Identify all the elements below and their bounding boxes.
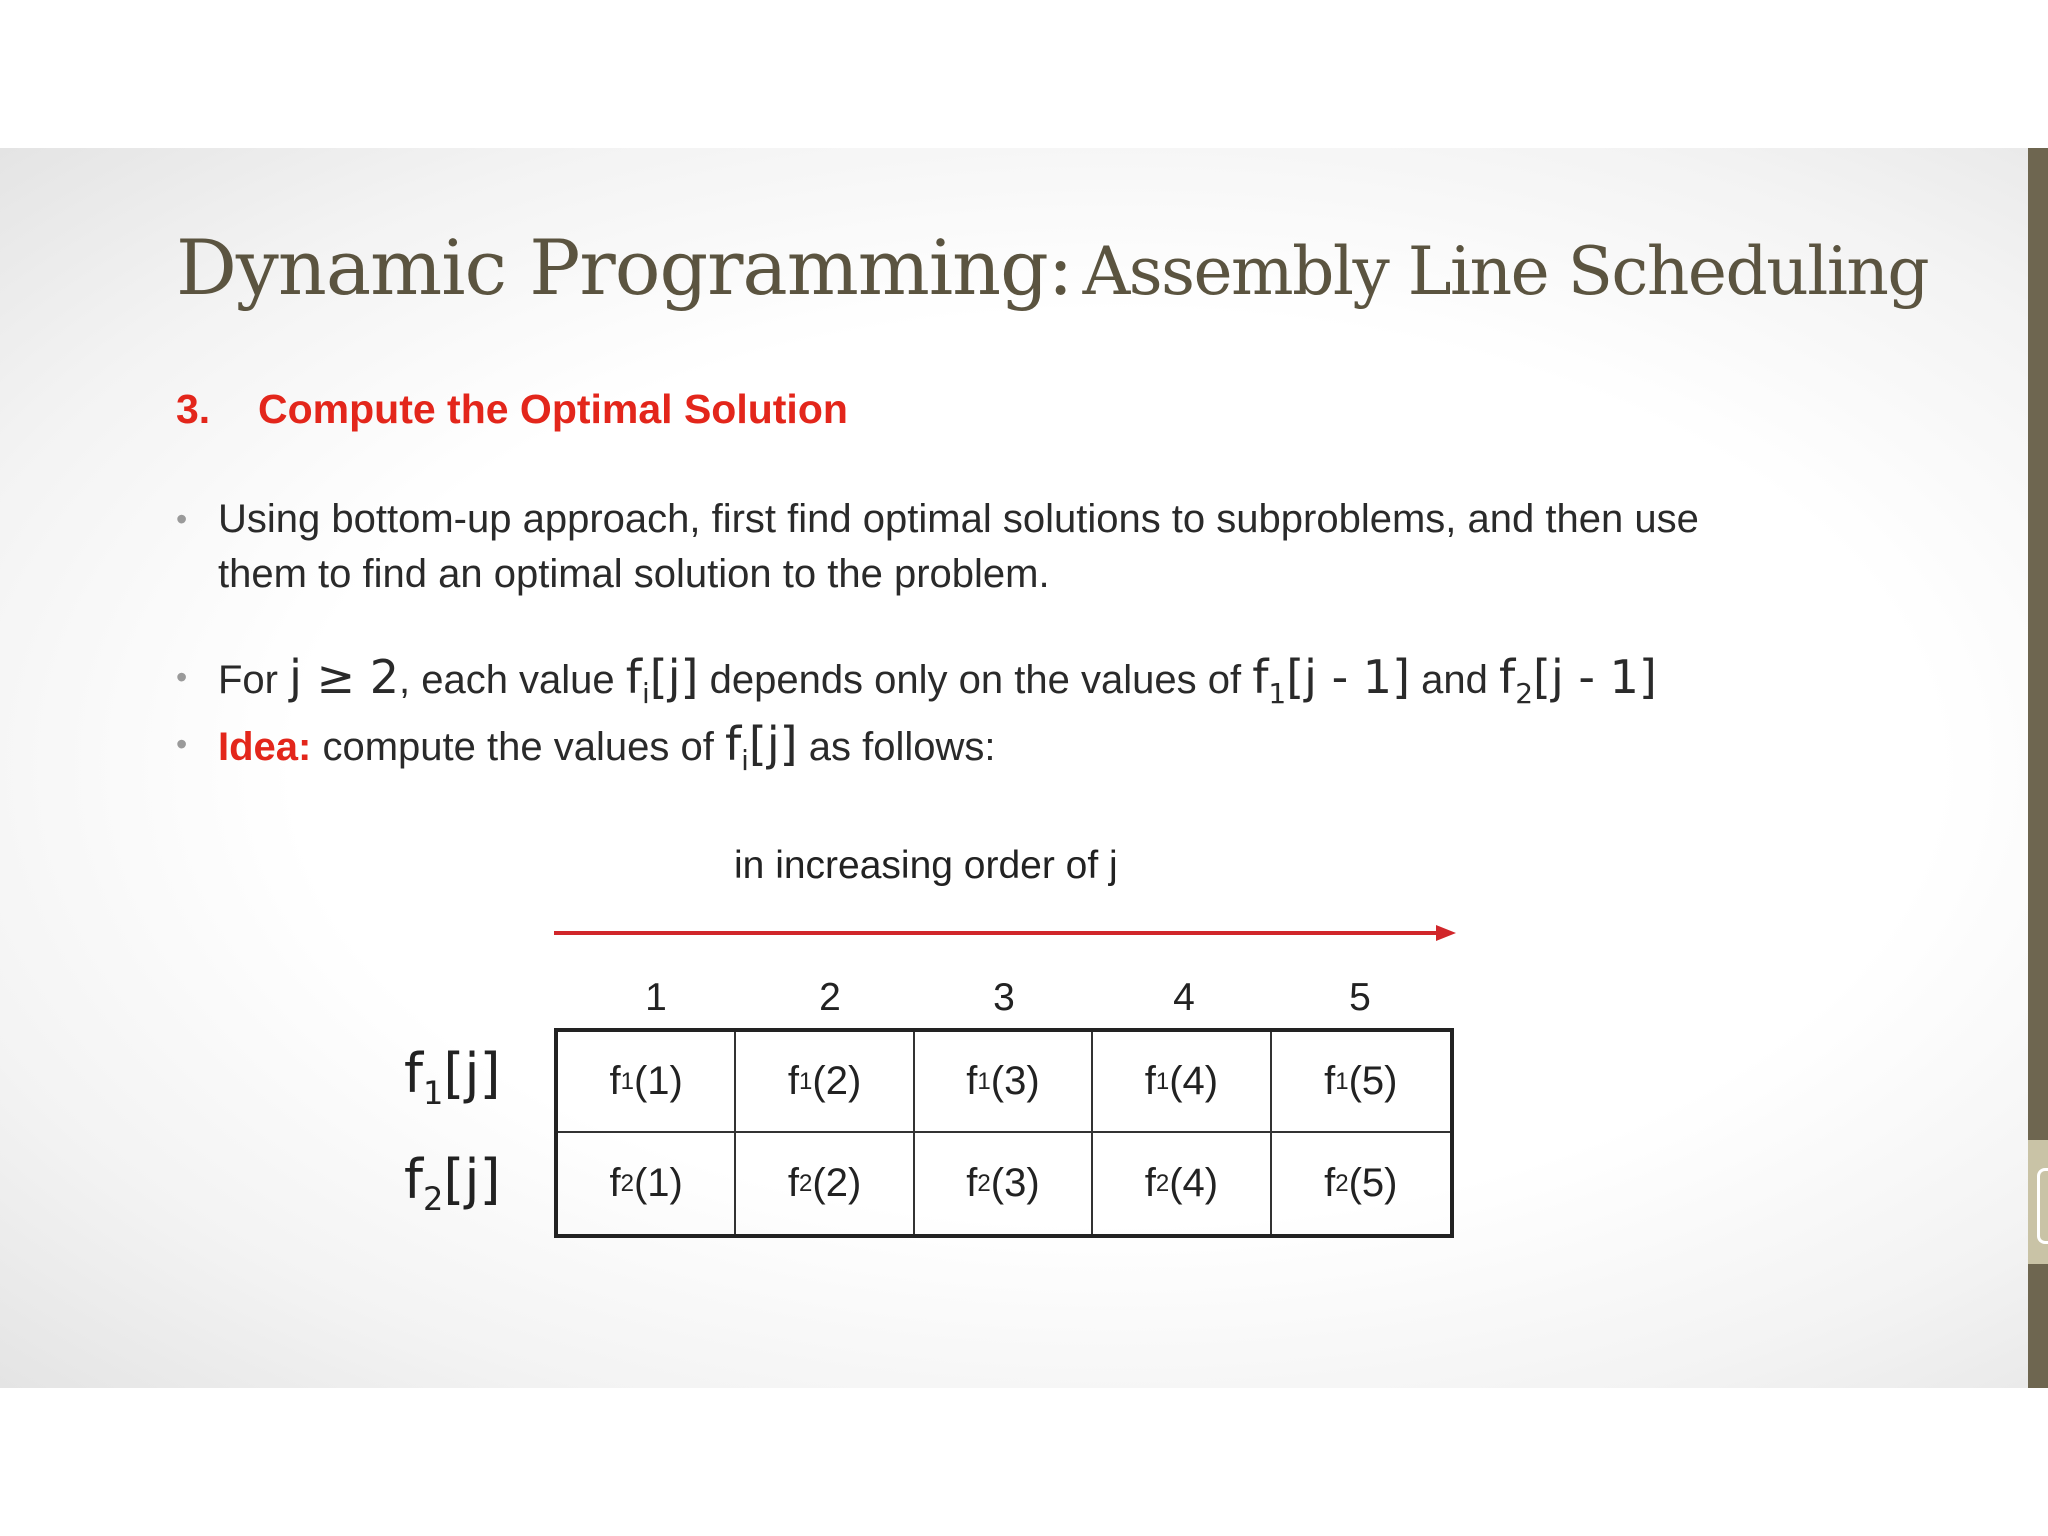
math-f: f [625, 650, 642, 704]
column-header: 3 [993, 976, 1015, 1019]
cell-subscript: 2 [799, 1169, 813, 1197]
arrow-label: in increasing order of j [734, 844, 1118, 887]
cell-arg: (1) [633, 1161, 683, 1205]
cell-f: f [1324, 1059, 1336, 1103]
cell-arg: (4) [1169, 1059, 1219, 1103]
bullet-bottom-up [176, 492, 1699, 602]
math-f: f [1252, 650, 1269, 704]
bullet-dependency [176, 650, 1657, 721]
column-header: 1 [645, 976, 667, 1019]
title-part-2: Assembly Line Scheduling [1082, 233, 1929, 310]
bullet-text [218, 717, 995, 788]
bullet-dot-icon: • [176, 726, 188, 762]
order-arrow-icon [550, 920, 1460, 946]
cell-subscript: 2 [977, 1169, 991, 1197]
math-f: f [1499, 650, 1516, 704]
slide-title [176, 223, 1929, 312]
cell-subscript: 1 [799, 1067, 813, 1095]
cell-f: f [609, 1161, 621, 1205]
cell-arg: (1) [633, 1059, 683, 1103]
cell-arg: (5) [1348, 1161, 1398, 1205]
cell-f: f [787, 1161, 800, 1205]
cell-f: f [1324, 1161, 1336, 1205]
text-fragment: as follows: [797, 725, 996, 769]
math-fi-j [625, 650, 699, 711]
cell-f: f [1144, 1059, 1156, 1103]
column-header: 5 [1349, 976, 1371, 1019]
table-cell [736, 1133, 914, 1234]
title-part-1: Dynamic Programming: [176, 223, 1073, 312]
table-cell [915, 1133, 1093, 1234]
cell-arg: (5) [1348, 1059, 1398, 1103]
section-number: 3. [176, 386, 211, 432]
bullet-text-line-1: Using bottom-up approach, first find optimal solutions to subproblems, and then use [218, 497, 1699, 541]
table-cell [558, 1032, 736, 1133]
math-index: [j] [443, 1042, 501, 1105]
idea-label: Idea: [218, 725, 312, 769]
arrow-head [1436, 925, 1456, 941]
math-subscript: i [642, 677, 650, 711]
math-f: f [404, 1148, 424, 1211]
cell-arg: (2) [812, 1059, 862, 1103]
math-index: [j] [748, 717, 798, 771]
math-subscript: 1 [1268, 677, 1287, 711]
math-index: [j] [649, 650, 699, 704]
math-subscript: 2 [1515, 677, 1534, 711]
column-header: 2 [819, 976, 841, 1019]
bullet-dot-icon: • [176, 659, 188, 695]
section-title: Compute the Optimal Solution [258, 386, 848, 432]
math-f: f [404, 1042, 424, 1105]
text-fragment: , each value [398, 658, 626, 702]
math-condition: j ≥ 2 [289, 650, 399, 704]
cell-subscript: 1 [1155, 1067, 1170, 1095]
math-fi-j [724, 717, 798, 778]
table-cell [1272, 1032, 1450, 1133]
bullet-text-line-2: them to find an optimal solution to the problem. [218, 552, 1050, 596]
math-subscript: 1 [423, 1073, 444, 1112]
row-label-f1 [404, 1042, 501, 1112]
text-fragment: compute the values of [311, 725, 725, 769]
cell-arg: (2) [812, 1161, 862, 1205]
row-label-f2 [404, 1148, 501, 1218]
section-heading [176, 386, 848, 433]
cell-subscript: 2 [1335, 1169, 1349, 1197]
cell-arg: (3) [990, 1059, 1040, 1103]
cell-f: f [1144, 1161, 1156, 1205]
table-cell [1093, 1133, 1271, 1234]
table-cell [915, 1032, 1093, 1133]
math-f2-j-minus-1 [1499, 650, 1657, 711]
bullet-idea [176, 717, 995, 788]
cell-subscript: 1 [977, 1067, 991, 1095]
cell-subscript: 2 [620, 1169, 634, 1197]
bullet-text [218, 650, 1657, 721]
table-cell [558, 1133, 736, 1234]
math-index: [j - 1] [1286, 650, 1411, 704]
math-f1-j-minus-1 [1252, 650, 1411, 711]
cell-arg: (3) [990, 1161, 1040, 1205]
text-fragment: For [218, 658, 290, 702]
bullet-dot-icon: • [176, 501, 188, 537]
table-cell [1093, 1032, 1271, 1133]
table-cell [736, 1032, 914, 1133]
column-header: 4 [1173, 976, 1195, 1019]
math-index: [j - 1] [1533, 650, 1657, 704]
cell-f: f [966, 1161, 978, 1205]
cell-subscript: 1 [1335, 1067, 1349, 1095]
cell-subscript: 2 [1155, 1169, 1170, 1197]
text-fragment: depends only on the values of [698, 658, 1253, 702]
cell-arg: (4) [1169, 1161, 1219, 1205]
values-table [554, 1028, 1454, 1238]
side-panel-tab-icon[interactable] [2037, 1168, 2048, 1244]
cell-f: f [609, 1059, 621, 1103]
cell-subscript: 1 [620, 1067, 634, 1095]
math-f: f [724, 717, 742, 771]
math-subscript: 2 [423, 1179, 444, 1218]
text-fragment: and [1410, 658, 1499, 702]
cell-f: f [966, 1059, 978, 1103]
cell-f: f [787, 1059, 800, 1103]
math-subscript: i [741, 744, 749, 778]
table-cell [1272, 1133, 1450, 1234]
math-index: [j] [443, 1148, 501, 1211]
